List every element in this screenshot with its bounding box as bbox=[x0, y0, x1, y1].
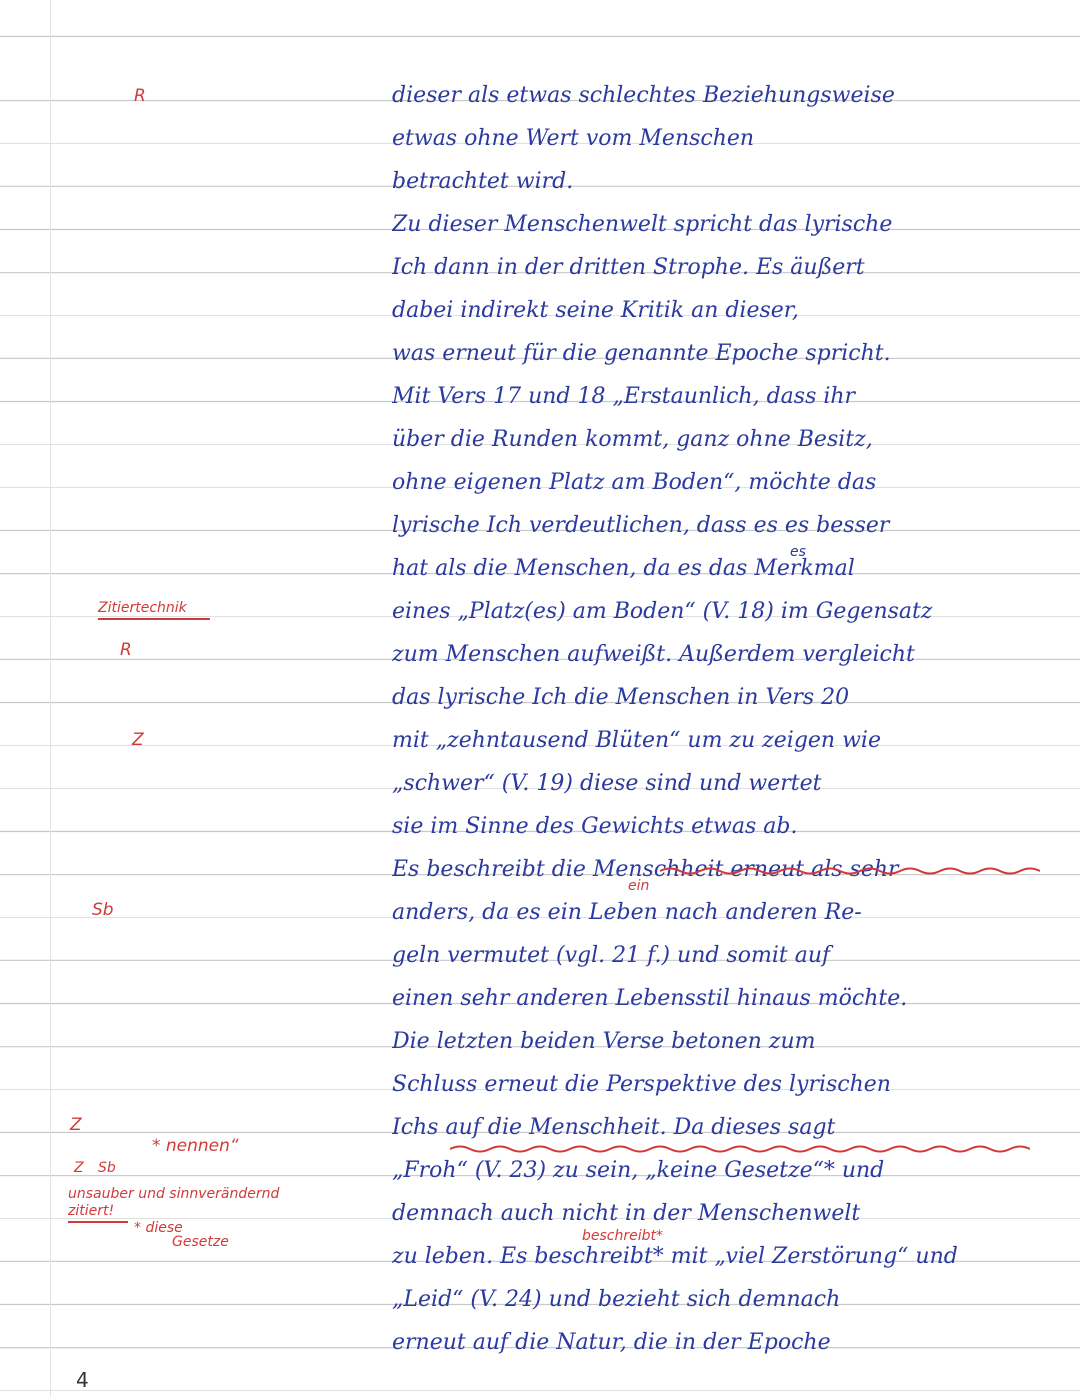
margin-note-sb: Sb bbox=[92, 900, 114, 920]
margin-note-r: R bbox=[134, 86, 146, 106]
margin-note-diese: * diese bbox=[134, 1220, 183, 1236]
text-line-14: zum Menschen aufweißt. Außerdem vergleicht bbox=[392, 642, 915, 667]
text-line-12: hat als die Menschen, da es das Merkmal bbox=[392, 556, 855, 581]
text-line-11: lyrische Ich verdeutlichen, dass es es besser bbox=[392, 513, 890, 538]
text-line-8: Mit Vers 17 und 18 „Erstaunlich, dass ihr bbox=[392, 384, 856, 409]
text-line-22: einen sehr anderen Lebensstil hinaus möchte. bbox=[392, 986, 908, 1011]
text-line-5: Ich dann in der dritten Strophe. Es äußert bbox=[392, 255, 865, 280]
text-line-10: ohne eigenen Platz am Boden“, möchte das bbox=[392, 470, 877, 495]
margin-note-z: Z bbox=[70, 1115, 82, 1135]
text-line-23: Die letzten beiden Verse betonen zum bbox=[392, 1029, 816, 1054]
text-line-29: „Leid“ (V. 24) und bezieht sich demnach bbox=[392, 1287, 841, 1312]
text-line-3: betrachtet wird. bbox=[392, 169, 574, 194]
margin-note-nennen: * nennen“ bbox=[152, 1136, 239, 1156]
text-line-18: sie im Sinne des Gewichts etwas ab. bbox=[392, 814, 798, 839]
text-line-27: demnach auch nicht in der Menschenwelt bbox=[392, 1201, 861, 1226]
margin-note-z: Z bbox=[74, 1160, 84, 1176]
text-line-24: Schluss erneut die Perspektive des lyrischen bbox=[392, 1072, 891, 1097]
text-line-2: etwas ohne Wert vom Menschen bbox=[392, 126, 755, 151]
text-line-6: dabei indirekt seine Kritik an dieser, bbox=[392, 298, 799, 323]
text-line-13: eines „Platz(es) am Boden“ (V. 18) im Gegensatz bbox=[392, 599, 933, 624]
inline-es: es bbox=[790, 544, 806, 560]
text-line-7: was erneut für die genannte Epoche spricht. bbox=[392, 341, 891, 366]
zitiert-underline bbox=[68, 1221, 128, 1223]
margin-note-unsauber: unsauber und sinnverändernd bbox=[68, 1186, 280, 1202]
wavy-correction-mark bbox=[450, 1144, 1030, 1154]
margin-note-gesetze: Gesetze bbox=[172, 1234, 229, 1250]
text-line-19: Es beschreibt die Menschheit erneut als sehr bbox=[392, 857, 899, 882]
text-line-26: „Froh“ (V. 23) zu sein, „keine Gesetze“* und bbox=[392, 1158, 885, 1183]
margin-note-zitiertechnik: Zitiertechnik bbox=[98, 600, 187, 616]
text-line-16: mit „zehntausend Blüten“ um zu zeigen wie bbox=[392, 728, 881, 753]
text-line-17: „schwer“ (V. 19) diese sind und wertet bbox=[392, 771, 822, 796]
text-line-21: geln vermutet (vgl. 21 f.) und somit auf bbox=[392, 943, 831, 968]
page-number: 4 bbox=[76, 1368, 89, 1392]
text-line-9: über die Runden kommt, ganz ohne Besitz, bbox=[392, 427, 873, 452]
margin-note-r: R bbox=[120, 640, 132, 660]
text-line-1: dieser als etwas schlechtes Beziehungsweise bbox=[392, 83, 895, 108]
margin-note-z: Z bbox=[132, 730, 144, 750]
inline-ein: ein bbox=[628, 878, 650, 894]
text-line-25: Ichs auf die Menschheit. Da dieses sagt bbox=[392, 1115, 836, 1140]
inline-beschreibt: beschreibt* bbox=[582, 1228, 663, 1244]
text-line-4: Zu dieser Menschenwelt spricht das lyrische bbox=[392, 212, 893, 237]
wavy-correction-mark bbox=[660, 866, 1040, 876]
zitiertechnik-underline bbox=[98, 618, 210, 620]
margin-note-sb: Sb bbox=[98, 1160, 116, 1176]
text-line-28: zu leben. Es beschreibt* mit „viel Zerstörung“ und bbox=[392, 1244, 958, 1269]
margin-line bbox=[50, 0, 51, 1397]
text-line-20: anders, da es ein Leben nach anderen Re- bbox=[392, 900, 862, 925]
text-line-30: erneut auf die Natur, die in der Epoche bbox=[392, 1330, 831, 1355]
margin-note-zitiert: zitiert! bbox=[68, 1203, 115, 1219]
text-line-15: das lyrische Ich die Menschen in Vers 20 bbox=[392, 685, 850, 710]
